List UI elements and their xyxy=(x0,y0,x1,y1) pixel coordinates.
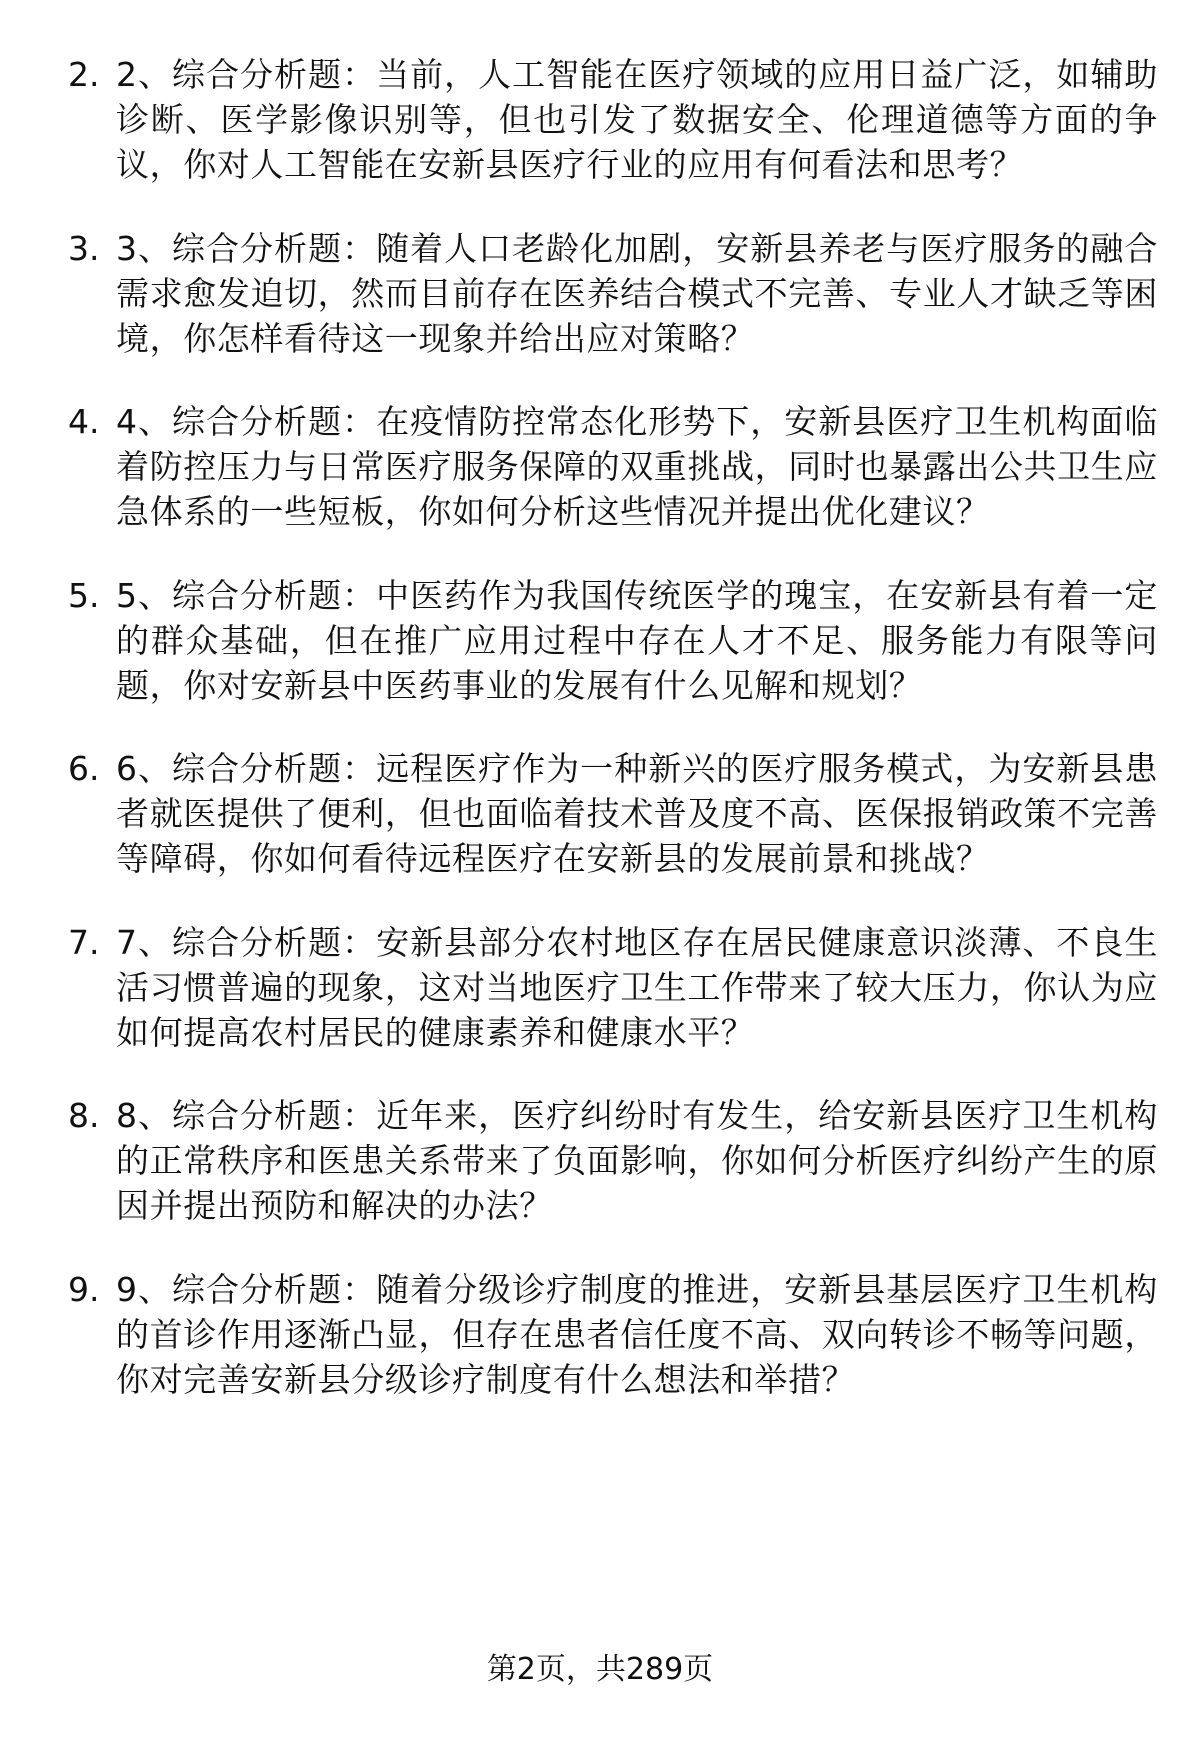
question-text: 7、综合分析题：安新县部分农村地区存在居民健康意识淡薄、不良生活习惯普遍的现象，这对当地医疗卫生工作带来了较大压力，你认为应如何提高农村居民的健康素养和健康水平？ xyxy=(116,922,1158,1052)
question-item xyxy=(68,920,1158,1055)
question-text: 8、综合分析题：近年来，医疗纠纷时有发生，给安新县医疗卫生机构的正常秩序和医患关系带来了负面影响，你如何分析医疗纠纷产生的原因并提出预防和解决的办法？ xyxy=(116,1096,1158,1225)
question-number: 2. xyxy=(68,55,100,94)
question-item xyxy=(68,52,1158,187)
question-text: 9、综合分析题：随着分级诊疗制度的推进，安新县基层医疗卫生机构的首诊作用逐渐凸显，但存在患者信任度不高、双向转诊不畅等问题，你对完善安新县分级诊疗制度有什么想法和举措？ xyxy=(116,1269,1158,1399)
question-item xyxy=(68,1267,1158,1402)
question-number: 8. xyxy=(68,1096,100,1135)
question-number: 5. xyxy=(68,575,100,615)
question-list xyxy=(68,52,1158,1440)
question-text: 5、综合分析题：中医药作为我国传统医学的瑰宝，在安新县有着一定的群众基础，但在推广应用过程中存在人才不足、服务能力有限等问题，你对安新县中医药事业的发展有什么见解和规划？ xyxy=(116,575,1158,705)
question-text: 4、综合分析题：在疫情防控常态化形势下，安新县医疗卫生机构面临着防控压力与日常医疗服务保障的双重挑战，同时也暴露出公共卫生应急体系的一些短板，你如何分析这些情况并提出优化建议？ xyxy=(116,402,1158,531)
question-text: 6、综合分析题：远程医疗作为一种新兴的医疗服务模式，为安新县患者就医提供了便利，但也面临着技术普及度不高、医保报销政策不完善等障碍，你如何看待远程医疗在安新县的发展前景和挑战？ xyxy=(116,749,1158,878)
question-number: 7. xyxy=(68,922,100,962)
question-item xyxy=(68,399,1158,534)
question-number: 3. xyxy=(68,228,100,268)
page-footer: 第2页，共289页 xyxy=(486,1652,714,1687)
question-item xyxy=(68,226,1158,361)
question-item xyxy=(68,573,1158,708)
question-item xyxy=(68,746,1158,881)
question-number: 6. xyxy=(68,749,100,788)
question-text: 3、综合分析题：随着人口老龄化加剧，安新县养老与医疗服务的融合需求愈发迫切，然而目前存在医养结合模式不完善、专业人才缺乏等困境，你怎样看待这一现象并给出应对策略？ xyxy=(116,228,1158,358)
question-number: 9. xyxy=(68,1269,100,1309)
question-number: 4. xyxy=(68,402,100,441)
question-text: 2、综合分析题：当前，人工智能在医疗领域的应用日益广泛，如辅助诊断、医学影像识别等，但也引发了数据安全、伦理道德等方面的争议，你对人工智能在安新县医疗行业的应用有何看法和思考？ xyxy=(116,55,1158,184)
question-item xyxy=(68,1093,1158,1228)
